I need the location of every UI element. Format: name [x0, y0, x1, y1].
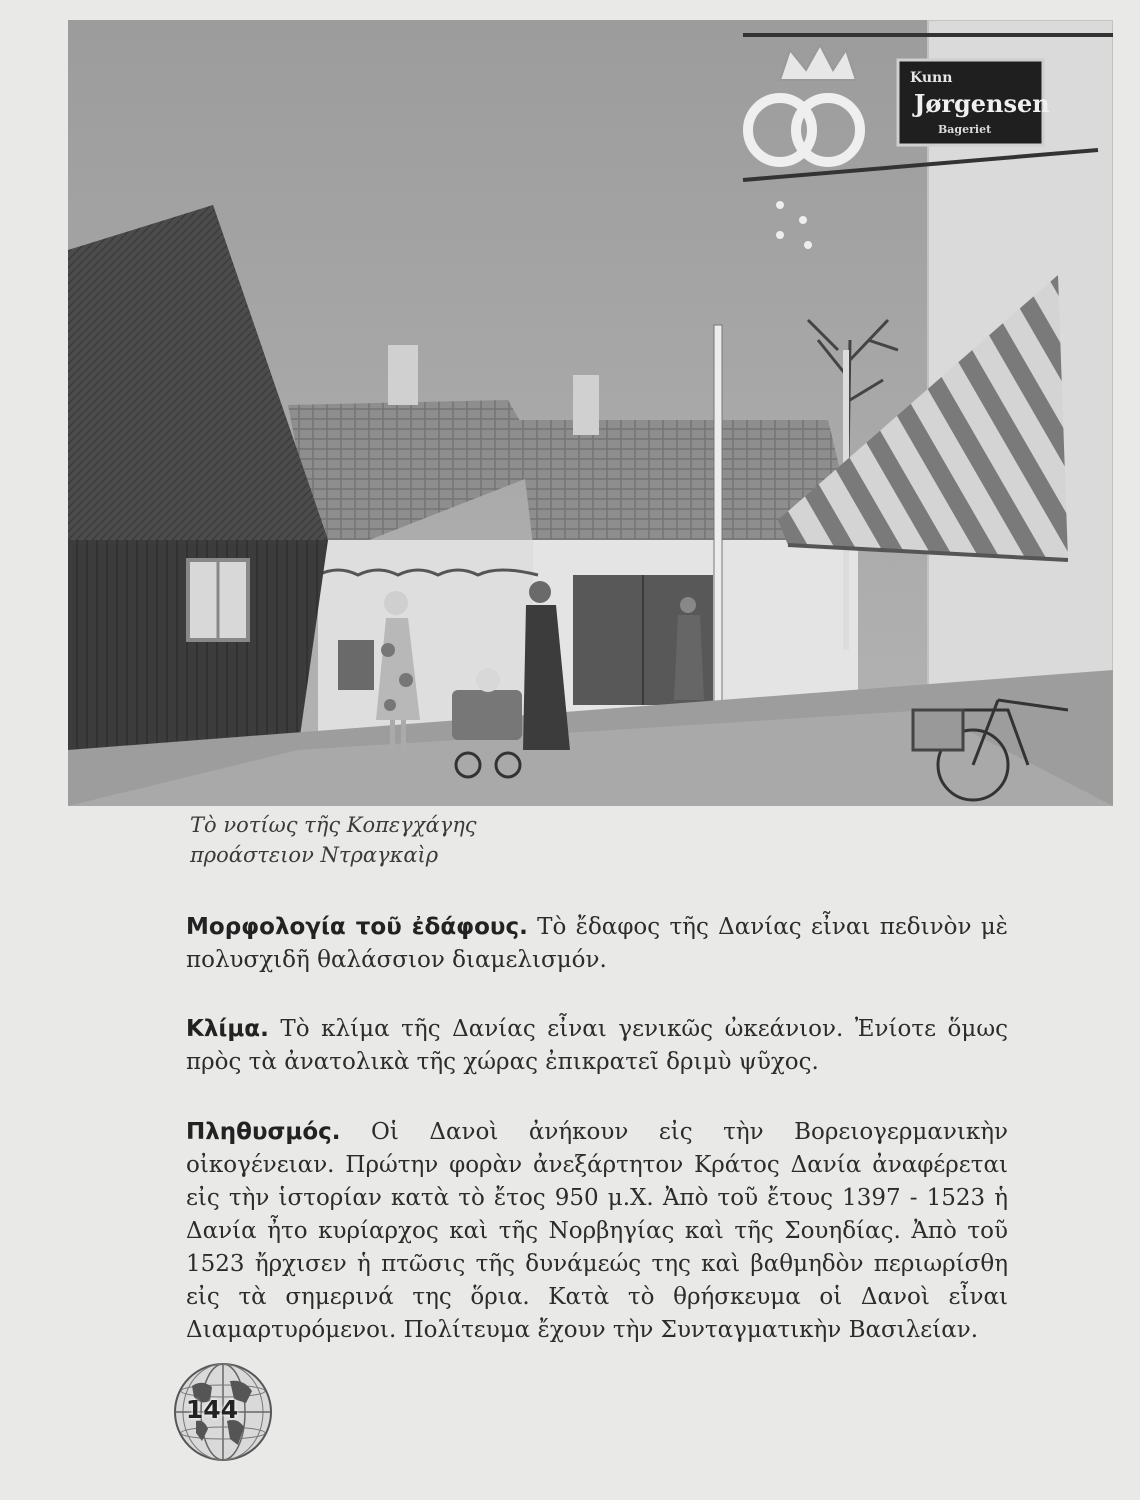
paragraph-body: Τὸ ἔδαφος τῆς Δανίας εἶναι πεδινὸν μὲ πολυσχιδῆ θαλάσσιον διαμελισμόν. [186, 914, 1009, 973]
page-number: 144 [185, 1395, 239, 1424]
caption-line-1: Τὸ νοτίως τῆς Κοπεγχάγης [190, 813, 477, 837]
paragraph-body: Οἱ Δανοὶ ἀνήκουν εἰς τὴν Βορειογερμανικὴν οἰκογένειαν. Πρώτην φορὰν ἀνεξάρτητον Κράτος Δανία ἀναφέρεται εἰς τὴν ἱστορίαν κατὰ τὸ ἔτος 950 μ.Χ. Ἀπὸ τοῦ ἔτους 1397 - 1523 ἡ Δανία ἦτο κυρίαρχος καὶ τῆς Νορβηγίας καὶ τῆς Σουηδίας. Ἀπὸ τοῦ 1523 ἤρχισεν ἡ πτῶσις τῆς δυνάμεώς της καὶ βαθμηδὸν περιωρίσθη εἰς τὰ σημερινά της ὅρια. Κατὰ τὸ θρήσκευμα οἱ Δανοὶ εἶναι Διαμαρτυρόμενοι. Πολίτευμα ἔχουν τὴν Συνταγματικὴν Βασιλείαν. [186, 1119, 1008, 1343]
photo-illustration [68, 20, 1113, 806]
paragraph-climate [186, 1013, 1008, 1079]
paragraph-heading: Κλίμα. [186, 1016, 269, 1042]
sign-line-3: Bageriet [938, 123, 992, 136]
paragraph-terrain [186, 911, 1008, 977]
paragraph-heading: Μορφολογία τοῦ ἐδάφους. [186, 914, 528, 940]
paragraph-population [186, 1116, 1008, 1347]
paragraph-body: Τὸ κλίμα τῆς Δανίας εἶναι γενικῶς ὠκεάνιον. Ἐνίοτε ὅμως πρὸς τὰ ἀνατολικὰ τῆς χώρας ἐπικρατεῖ δριμὺ ψῦχος. [186, 1016, 1008, 1075]
photo-caption [190, 810, 477, 870]
street-photograph [68, 20, 1113, 806]
sign-line-1: Kunn [910, 70, 953, 86]
paragraph-heading: Πληθυσμός. [186, 1119, 341, 1145]
caption-line-2: προάστειον Ντραγκαὶρ [190, 843, 439, 867]
sign-line-2: Jørgensen [914, 89, 1050, 118]
